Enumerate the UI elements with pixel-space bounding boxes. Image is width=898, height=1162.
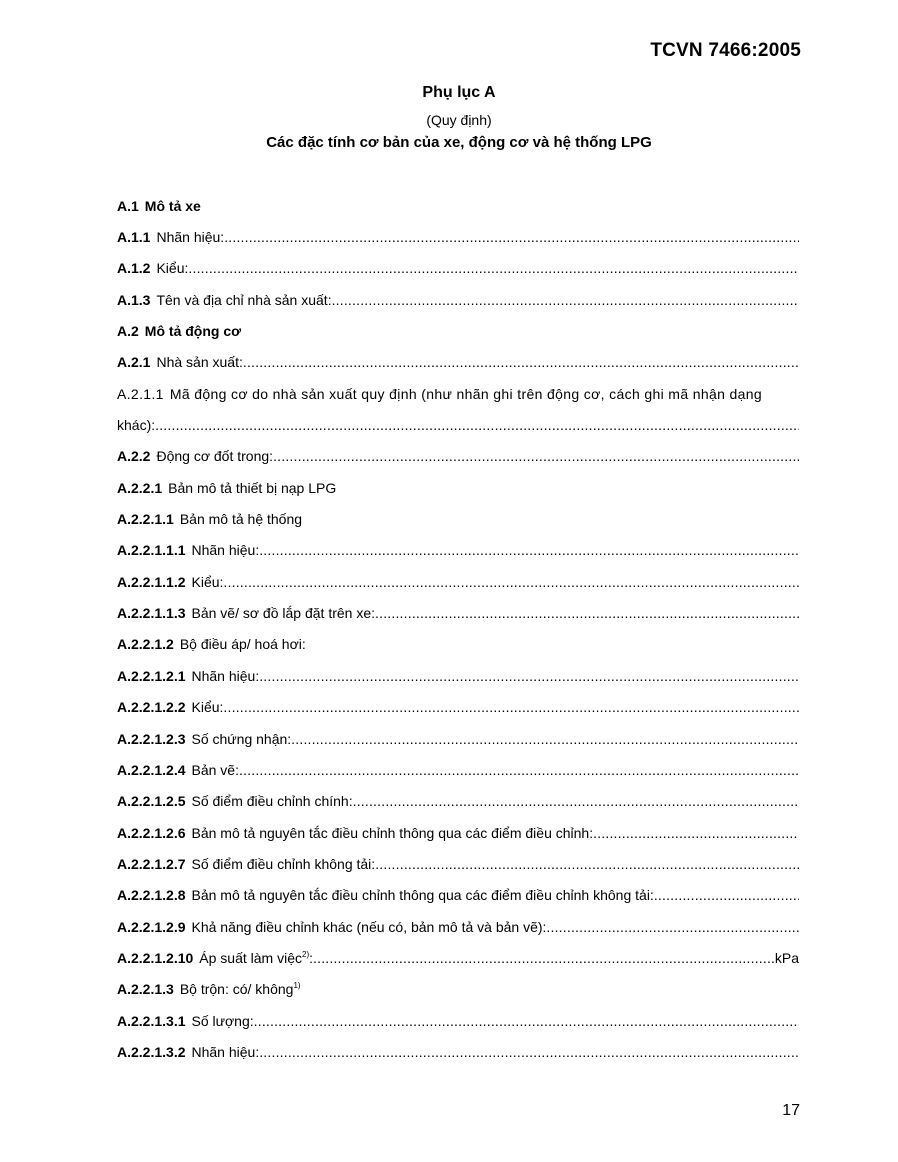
form-row: [117, 692, 799, 723]
item-label: Nhãn hiệu:: [191, 542, 260, 559]
item-number: A.1.3: [117, 291, 151, 308]
item-label: Nhà sản xuất:: [156, 354, 243, 371]
item-number: A.2.1: [117, 354, 151, 371]
form-row-continuation: [117, 409, 799, 440]
form-row: [117, 942, 799, 973]
annex-heading: Các đặc tính cơ bản của xe, động cơ và hệ thống LPG: [266, 134, 652, 151]
item-label: Kiểu:: [191, 573, 224, 590]
form-row: [117, 974, 799, 1005]
item-number: A.1: [117, 197, 139, 214]
item-number: A.2.2.1.1.1: [117, 542, 186, 559]
unit-label: kPa: [774, 949, 799, 966]
item-number: A.2.2.1.1.3: [117, 605, 186, 622]
fill-in-line[interactable]: [291, 731, 799, 747]
fill-in-line[interactable]: [375, 605, 799, 621]
item-label: Mã động cơ do nhà sản xuất quy định (như nhãn ghi trên động cơ, cách ghi mã nhận dạng: [169, 385, 763, 402]
fill-in-line[interactable]: [243, 354, 799, 370]
fill-in-line[interactable]: [259, 542, 799, 558]
item-number: A.2.2.1.2.7: [117, 855, 186, 872]
item-label: Động cơ đốt trong:: [156, 448, 274, 465]
form-item-list: [117, 190, 799, 1068]
form-row: [117, 378, 799, 409]
form-row: [117, 1005, 799, 1036]
form-row: [117, 284, 799, 315]
fill-in-line[interactable]: [273, 448, 799, 464]
fill-in-line[interactable]: [259, 668, 799, 684]
form-row: [117, 472, 799, 503]
form-row: [117, 503, 799, 534]
item-number: A.2.2.1.2.3: [117, 730, 186, 747]
fill-in-line[interactable]: [188, 260, 799, 276]
section-row: [117, 190, 799, 221]
fill-in-line[interactable]: [593, 825, 799, 841]
form-row: [117, 754, 799, 785]
item-number: A.2.2.1.2.6: [117, 824, 186, 841]
item-label: Nhãn hiệu:: [191, 1043, 260, 1060]
fill-in-line[interactable]: [353, 793, 799, 809]
form-row: [117, 880, 799, 911]
fill-in-line[interactable]: [546, 919, 799, 935]
item-label-suffix: :: [309, 949, 314, 966]
item-label: Mô tả xe: [144, 197, 201, 214]
fill-in-line[interactable]: [375, 856, 799, 872]
form-row: [117, 441, 799, 472]
item-label-text: Áp suất làm việc: [199, 949, 302, 966]
form-row: [117, 221, 799, 252]
item-label: Bản mô tả thiết bị nạp LPG: [168, 479, 337, 496]
item-label: Kiểu:: [191, 699, 224, 716]
item-label: Tên và địa chỉ nhà sản xuất:: [156, 291, 332, 308]
form-row: [117, 817, 799, 848]
item-label: Bản vẽ/ sơ đồ lắp đặt trên xe:: [191, 605, 376, 622]
fill-in-line[interactable]: [332, 292, 799, 308]
form-row: [117, 629, 799, 660]
fill-in-line[interactable]: [259, 1044, 799, 1060]
item-number: A.2.2.1.2.8: [117, 887, 186, 904]
item-label: Bản mô tả nguyên tắc điều chỉnh thông qua các điểm điều chỉnh:: [191, 824, 594, 841]
fill-in-line[interactable]: [223, 574, 799, 590]
item-label-continuation: khác):: [117, 417, 156, 434]
form-row: [117, 660, 799, 691]
item-label: Mô tả động cơ: [144, 323, 242, 340]
item-label: Bản vẽ:: [191, 761, 239, 778]
footnote-marker: 2): [302, 949, 310, 959]
item-label: Số điểm điều chỉnh không tải:: [191, 855, 376, 872]
form-row: [117, 723, 799, 754]
form-row: [117, 911, 799, 942]
fill-in-line[interactable]: [239, 762, 799, 778]
item-number: A.2.2.1.3.2: [117, 1043, 186, 1060]
item-label: Bản mô tả nguyên tắc điều chỉnh thông qua các điểm điều chỉnh không tải:: [191, 887, 654, 904]
fill-in-line[interactable]: [654, 887, 799, 903]
form-row: [117, 1036, 799, 1067]
item-number: A.2.2.1.2.10: [117, 949, 194, 966]
item-label: [199, 950, 313, 966]
item-number: A.2.2.1.2.2: [117, 699, 186, 716]
annex-title: Phụ lục A: [422, 84, 496, 101]
item-label: Khả năng điều chỉnh khác (nếu có, bản mô tả và bản vẽ):: [191, 918, 547, 935]
item-number: A.2.2.1: [117, 479, 163, 496]
item-label: Nhãn hiệu:: [191, 667, 260, 684]
form-row: [117, 566, 799, 597]
fill-in-line[interactable]: [313, 950, 774, 966]
item-number: A.2.2.1.2: [117, 636, 174, 653]
item-number: A.2.2.1.3: [117, 981, 174, 998]
item-label: [180, 981, 301, 997]
item-label: Số điểm điều chỉnh chính:: [191, 793, 353, 810]
fill-in-line[interactable]: [223, 699, 799, 715]
form-row: [117, 597, 799, 628]
item-label-text: Bộ trộn: có/ không: [179, 981, 294, 998]
item-label: Bản mô tả hệ thống: [179, 511, 303, 528]
item-number: A.2.2.1.2.4: [117, 761, 186, 778]
item-number: A.2.2: [117, 448, 151, 465]
form-row: [117, 848, 799, 879]
item-number: A.2.1.1: [117, 385, 164, 402]
item-label: Kiểu:: [156, 260, 189, 277]
item-label: Bộ điều áp/ hoá hơi:: [179, 636, 306, 653]
item-number: A.1.1: [117, 229, 151, 246]
annex-subtitle: (Quy định): [426, 112, 492, 128]
section-row: [117, 315, 799, 346]
page-number: 17: [782, 1102, 800, 1119]
form-row: [117, 786, 799, 817]
fill-in-line[interactable]: [254, 1013, 799, 1029]
item-number: A.2.2.1.1: [117, 511, 174, 528]
item-number: A.2.2.1.2.9: [117, 918, 186, 935]
item-number: A.1.2: [117, 260, 151, 277]
item-number: A.2: [117, 323, 139, 340]
item-number: A.2.2.1.3.1: [117, 1012, 186, 1029]
fill-in-line[interactable]: [224, 229, 799, 245]
footnote-marker: 1): [293, 981, 301, 991]
form-row: [117, 347, 799, 378]
item-label: Số lượng:: [191, 1012, 254, 1029]
item-label: Nhãn hiệu:: [156, 229, 225, 246]
fill-in-line[interactable]: [155, 417, 799, 433]
standard-code: TCVN 7466:2005: [650, 40, 801, 61]
form-row: [117, 535, 799, 566]
form-row: [117, 253, 799, 284]
item-number: A.2.2.1.2.5: [117, 793, 186, 810]
item-number: A.2.2.1.1.2: [117, 573, 186, 590]
item-number: A.2.2.1.2.1: [117, 667, 186, 684]
item-label: Số chứng nhận:: [191, 730, 292, 747]
